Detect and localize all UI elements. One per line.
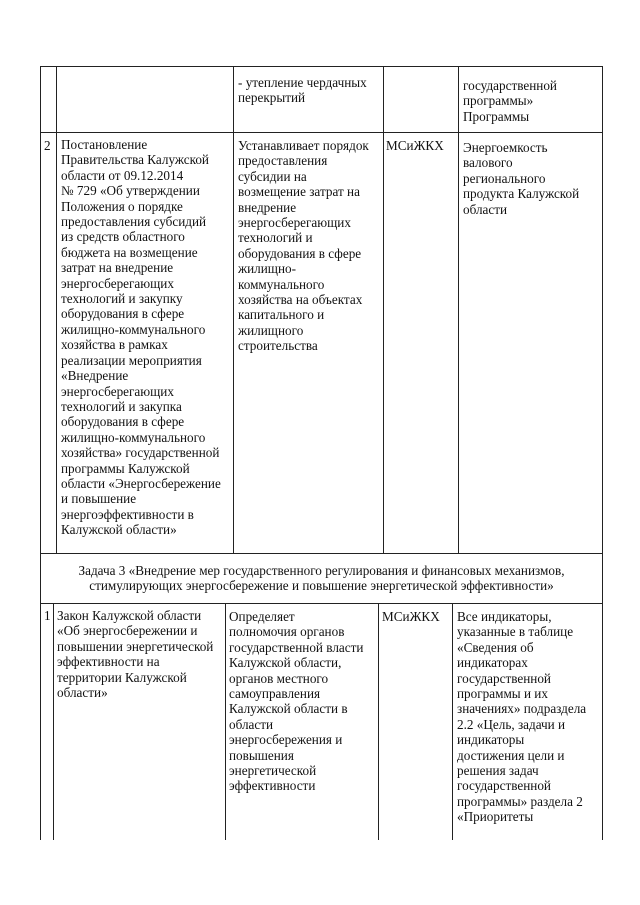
row-separator (40, 132, 603, 133)
column-divider (56, 66, 57, 553)
continuation-description: - утепление чердачных перекрытий (238, 75, 367, 106)
row-separator (40, 553, 603, 554)
row-2-document: Постановление Правительства Калужской области от 09.12.2014 № 729 «Об утверждении Положения о порядке предоставления субсидий из средств областного бюджета на возмещение затрат на внедрение энергосберегающих технологий и закупку оборудования в сфере жилищно-коммунального хозяйства в рамках реализации мероприятия «Внедрение энергосберегающих технологий и закупка оборудования в сфере жилищно-коммунального хозяйства» государственной программы Калужской области «Энергосбережение и повышение энергоэффективности в Калужской области» (61, 137, 221, 538)
row-1-document: Закон Калужской области «Об энергосбережении и повышении энергетической эффективности на территории Калужской области» (57, 608, 214, 701)
row-2-indicator: Энергоемкость валового регионального продукта Калужской области (463, 140, 580, 217)
row-1-executor: МСиЖКХ (382, 609, 440, 624)
row-1-number: 1 (44, 608, 51, 623)
table-left-border (40, 66, 41, 840)
table-top-border (40, 66, 603, 67)
continuation-indicator: государственной программы» Программы (463, 78, 557, 124)
column-divider (383, 66, 384, 553)
task-3-heading: Задача 3 «Внедрение мер государственного регулирования и финансовых механизмов, стимулирующих энергосбережение и повышение энергетической эффективности» (78, 563, 565, 594)
row-1-indicator: Все индикаторы, указанные в таблице «Сведения об индикаторах государственной программы и их значениях» подраздела 2.2 «Цель, задачи и индикаторы достижения цели и решения задач государственной программы» раздела 2 «Приоритеты (457, 609, 587, 825)
column-divider (378, 603, 379, 840)
column-divider (233, 66, 234, 553)
column-divider (452, 603, 453, 840)
column-divider (458, 66, 459, 553)
row-separator (40, 603, 603, 604)
row-2-description: Устанавливает порядок предоставления субсидии на возмещение затрат на внедрение энергосберегающих технологий и оборудования в сфере жилищно- коммунального хозяйства на объектах капитального и жилищного строительства (238, 138, 369, 354)
row-1-description: Определяет полномочия органов государственной власти Калужской области, органов местного самоуправления Калужской области в области энергосбережения и повышения энергетической эффективности (229, 609, 364, 794)
column-divider (225, 603, 226, 840)
row-2-executor: МСиЖКХ (386, 138, 444, 153)
table-right-border (602, 66, 603, 840)
column-divider (53, 603, 54, 840)
row-2-number: 2 (44, 138, 51, 153)
